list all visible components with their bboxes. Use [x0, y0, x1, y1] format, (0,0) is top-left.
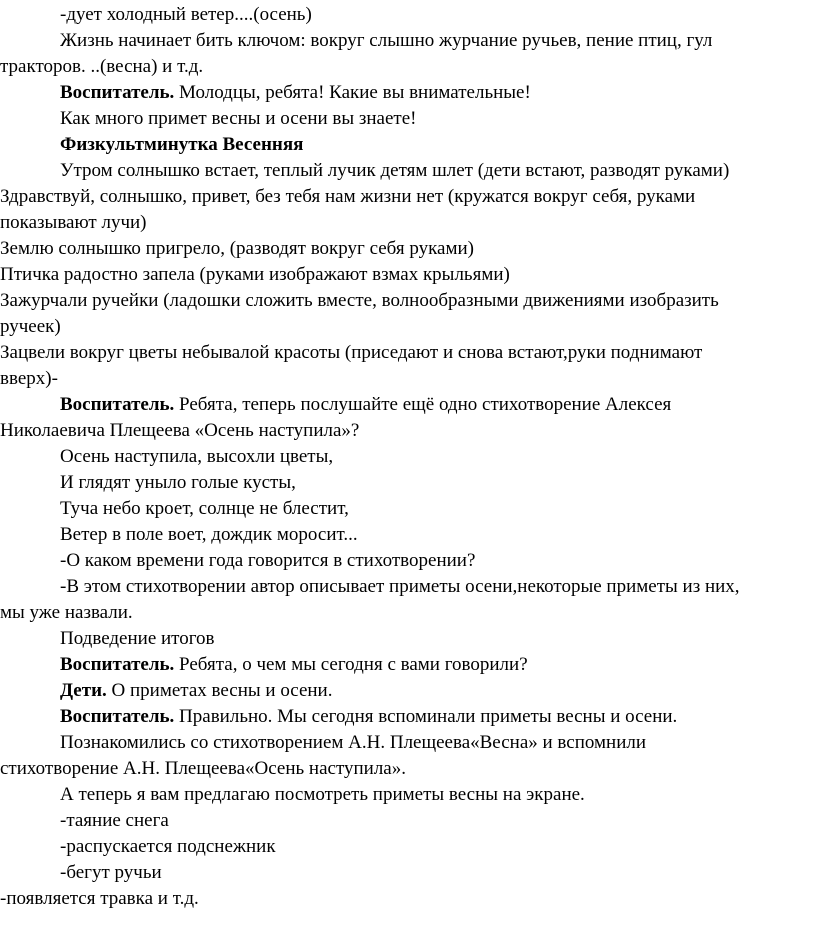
text-line: Птичка радостно запела (руками изображают взмах крыльями): [0, 264, 510, 285]
poem-line: Ветер в поле воет, дождик моросит...: [60, 524, 358, 545]
text-line: Подведение итогов: [60, 628, 215, 649]
text-line: вверх)-: [0, 368, 58, 389]
speaker-label: Воспитатель.: [60, 82, 175, 103]
text-line: Воспитатель. Правильно. Мы сегодня вспоминали приметы весны и осени.: [60, 706, 678, 727]
speaker-label: Дети.: [60, 680, 107, 701]
text-line: тракторов. ..(весна) и т.д.: [0, 56, 204, 77]
speaker-label: Воспитатель.: [60, 706, 175, 727]
speaker-label: Воспитатель.: [60, 394, 175, 415]
text-line: -В этом стихотворении автор описывает приметы осени,некоторые приметы из них,: [60, 576, 740, 597]
text-line: стихотворение А.Н. Плещеева«Осень наступила».: [0, 758, 406, 779]
text-line: Зацвели вокруг цветы небывалой красоты (приседают и снова встают,руки поднимают: [0, 342, 703, 363]
speaker-label: Воспитатель.: [60, 654, 175, 675]
text-line: Познакомились со стихотворением А.Н. Плещеева«Весна» и вспомнили: [60, 732, 647, 753]
text-line: Воспитатель. Ребята, теперь послушайте ещё одно стихотворение Алексея: [60, 394, 672, 415]
text-line: Жизнь начинает бить ключом: вокруг слышно журчание ручьев, пение птиц, гул: [60, 30, 713, 51]
text-line: ручеек): [0, 316, 61, 337]
list-item: -бегут ручьи: [60, 862, 162, 883]
list-item: -появляется травка и т.д.: [0, 888, 199, 909]
list-item: -таяние снега: [60, 810, 169, 831]
poem-line: И глядят уныло голые кусты,: [60, 472, 296, 493]
text-line: Воспитатель. Молодцы, ребята! Какие вы внимательные!: [60, 82, 531, 103]
text-line: Здравствуй, солнышко, привет, без тебя нам жизни нет (кружатся вокруг себя, руками: [0, 186, 696, 207]
poem-line: Осень наступила, высохли цветы,: [60, 446, 334, 467]
text-line: -О каком времени года говорится в стихотворении?: [60, 550, 476, 571]
list-item: -распускается подснежник: [60, 836, 276, 857]
text-line: Землю солнышко пригрело, (разводят вокруг себя руками): [0, 238, 474, 259]
text-line: А теперь я вам предлагаю посмотреть приметы весны на экране.: [60, 784, 585, 805]
text-line: Зажурчали ручейки (ладошки сложить вместе, волнообразными движениями изобразить: [0, 290, 719, 311]
text-line: мы уже назвали.: [0, 602, 133, 623]
text-line: Дети. О приметах весны и осени.: [60, 680, 333, 701]
section-heading: Физкультминутка Весенняя: [60, 134, 304, 155]
text-line: показывают лучи): [0, 212, 147, 233]
poem-line: Туча небо кроет, солнце не блестит,: [60, 498, 349, 519]
text-line: Как много примет весны и осени вы знаете!: [60, 108, 417, 129]
text-line: Воспитатель. Ребята, о чем мы сегодня с вами говорили?: [60, 654, 528, 675]
text-line: Утром солнышко встает, теплый лучик детям шлет (дети встают, разводят руками): [60, 160, 730, 181]
text-line: -дует холодный ветер....(осень): [60, 4, 312, 25]
text-line: Николаевича Плещеева «Осень наступила»?: [0, 420, 360, 441]
